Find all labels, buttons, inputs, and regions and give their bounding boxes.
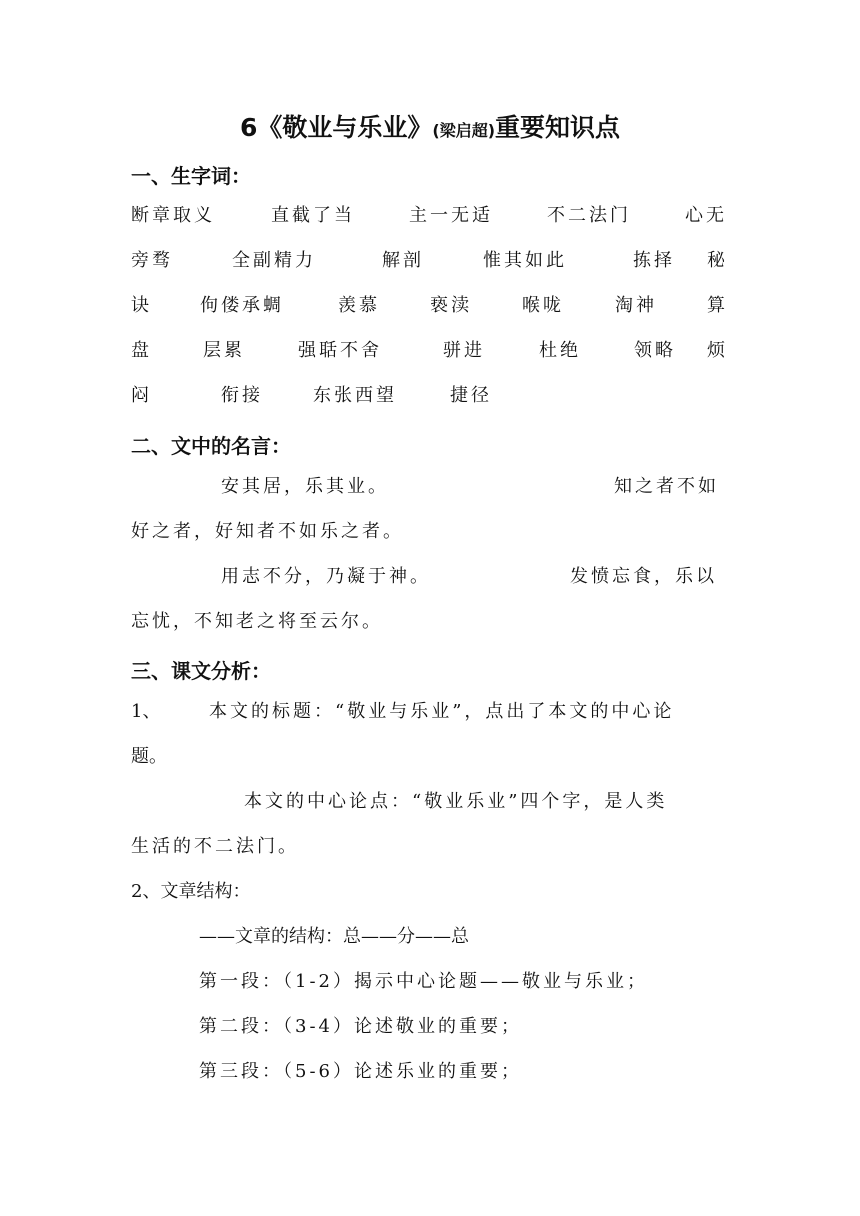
vocab-word: 强聒不舍 bbox=[298, 340, 382, 361]
vocab-line-3 bbox=[131, 292, 729, 320]
vocab-word: 领略 bbox=[634, 340, 676, 361]
vocab-word: 烦 bbox=[707, 340, 728, 361]
quote-line: 知之者不如 bbox=[614, 476, 719, 497]
structure-line: 第一段：（1-2）揭示中心论题——敬业与乐业； bbox=[199, 971, 648, 992]
vocab-line-1 bbox=[131, 202, 729, 230]
vocab-word: 东张西望 bbox=[313, 385, 397, 406]
vocab-word: 层累 bbox=[203, 340, 245, 361]
title-main-right: 重要知识点 bbox=[495, 113, 621, 142]
section-heading-analysis: 三、课文分析： bbox=[131, 659, 271, 683]
vocab-word: 心无 bbox=[685, 205, 727, 226]
vocab-word: 主一无适 bbox=[409, 205, 493, 226]
analysis-subheading: 2、文章结构： bbox=[131, 881, 251, 902]
title-author: (梁启超) bbox=[432, 121, 496, 140]
vocab-word: 捷径 bbox=[450, 385, 492, 406]
quote-line: 用志不分，乃凝于神。 bbox=[221, 566, 431, 587]
vocab-word: 秘 bbox=[707, 250, 728, 271]
quote-line: 安其居，乐其业。 bbox=[221, 476, 389, 497]
structure-line: ——文章的结构：总——分——总 bbox=[199, 926, 469, 947]
title-main-left: 6《敬业与乐业》 bbox=[239, 113, 433, 142]
vocab-word: 诀 bbox=[131, 295, 152, 316]
page-title bbox=[0, 108, 860, 144]
vocab-word: 喉咙 bbox=[522, 295, 564, 316]
vocab-word: 不二法门 bbox=[547, 205, 631, 226]
vocab-word: 算 bbox=[707, 295, 728, 316]
vocab-word: 羡慕 bbox=[338, 295, 380, 316]
analysis-paragraph: 题。 bbox=[131, 746, 167, 767]
vocab-line-2 bbox=[131, 247, 729, 275]
vocab-word: 全副精力 bbox=[232, 250, 316, 271]
section-heading-quotes: 二、文中的名言： bbox=[131, 434, 291, 458]
vocab-word: 淘神 bbox=[615, 295, 657, 316]
vocab-word: 惟其如此 bbox=[483, 250, 567, 271]
section-heading-vocabulary: 一、生字词： bbox=[131, 164, 251, 188]
vocab-word: 佝偻承蜩 bbox=[200, 295, 284, 316]
vocab-word: 亵渎 bbox=[430, 295, 472, 316]
analysis-paragraph: 生活的不二法门。 bbox=[131, 836, 299, 857]
vocab-word: 骈进 bbox=[443, 340, 485, 361]
vocab-line-4 bbox=[131, 337, 729, 365]
quote-line: 忘忧，不知老之将至云尔。 bbox=[131, 611, 383, 632]
analysis-paragraph: 本文的中心论点：“敬业乐业”四个字，是人类 bbox=[244, 791, 668, 812]
vocab-word: 断章取义 bbox=[131, 205, 215, 226]
vocab-word: 衔接 bbox=[221, 385, 263, 406]
structure-line: 第三段：（5-6）论述乐业的重要； bbox=[199, 1061, 522, 1082]
structure-line: 第二段：（3-4）论述敬业的重要； bbox=[199, 1016, 522, 1037]
vocab-word: 直截了当 bbox=[271, 205, 355, 226]
analysis-item-number: 1、 bbox=[131, 701, 161, 722]
vocab-word: 旁骛 bbox=[131, 250, 173, 271]
vocab-word: 拣择 bbox=[633, 250, 675, 271]
vocab-word: 闷 bbox=[131, 385, 152, 406]
quote-line: 发愤忘食，乐以 bbox=[570, 566, 717, 587]
vocab-word: 解剖 bbox=[382, 250, 424, 271]
vocab-word: 盘 bbox=[131, 340, 152, 361]
analysis-paragraph: 本文的标题：“敬业与乐业”，点出了本文的中心论 bbox=[209, 701, 675, 722]
vocab-word: 杜绝 bbox=[539, 340, 581, 361]
vocab-line-5 bbox=[131, 382, 729, 410]
quote-line: 好之者，好知者不如乐之者。 bbox=[131, 521, 404, 542]
